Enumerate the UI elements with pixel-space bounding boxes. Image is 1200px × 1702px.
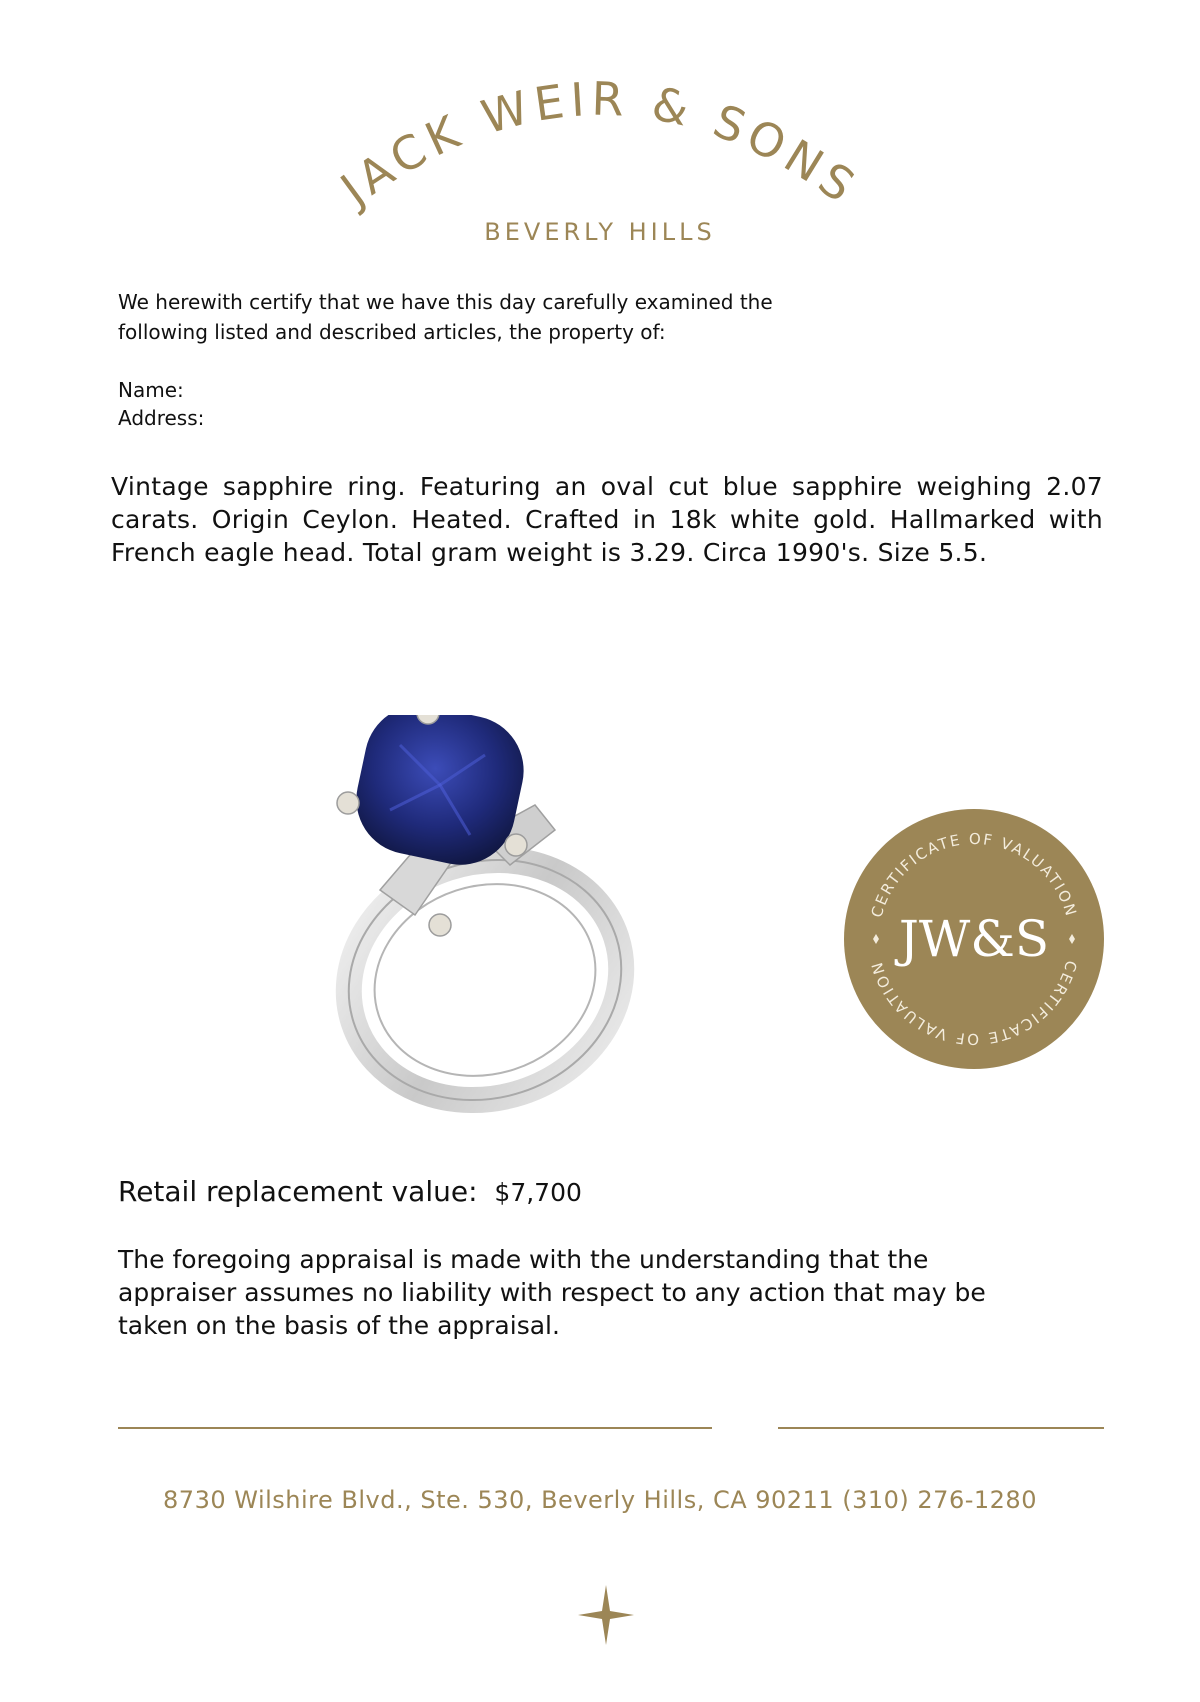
seal-monogram: JW&S: [898, 910, 1050, 968]
intro-line-1: We herewith certify that we have this day carefully examined the: [118, 290, 773, 314]
seal-ring-text-top: CERTIFICATE OF VALUATION: [867, 829, 1081, 920]
certificate-seal: [843, 808, 1105, 1070]
retail-value-row: [118, 1175, 582, 1208]
brand-name: JACK WEIR & SONS: [330, 71, 869, 217]
brand-location: BEVERLY HILLS: [484, 218, 716, 246]
item-description: Vintage sapphire ring. Featuring an oval cut blue sapphire weighing 2.07 carats. Origin Ceylon. Heated. Crafted in 18k white gold. Hallmarked with French eagle head. Total gram weight is 3.29. Circa 1990's. Size 5.5.: [111, 472, 1103, 567]
name-label: Name:: [118, 378, 184, 402]
disclaimer-line-1: The foregoing appraisal is made with the understanding that the: [118, 1245, 929, 1274]
appraisal-disclaimer: [118, 1243, 1068, 1342]
intro-line-2: following listed and described articles, the property of:: [118, 320, 666, 344]
certification-intro: [118, 287, 938, 347]
address-label: Address:: [118, 406, 205, 430]
signature-line-right: [778, 1427, 1104, 1429]
footer-address: 8730 Wilshire Blvd., Ste. 530, Beverly Hills, CA 90211 (310) 276-1280: [163, 1486, 1037, 1514]
signature-line-left: [118, 1427, 712, 1429]
seal-ring-text-bottom: CERTIFICATE OF VALUATION: [867, 958, 1081, 1049]
disclaimer-line-3: taken on the basis of the appraisal.: [118, 1311, 560, 1340]
sapphire-ring-image: [320, 715, 660, 1115]
four-point-star-icon: [578, 1585, 634, 1645]
retail-value-amount: $7,700: [494, 1178, 582, 1207]
retail-value-label: Retail replacement value:: [118, 1175, 478, 1208]
disclaimer-line-2: appraiser assumes no liability with respect to any action that may be: [118, 1278, 986, 1307]
